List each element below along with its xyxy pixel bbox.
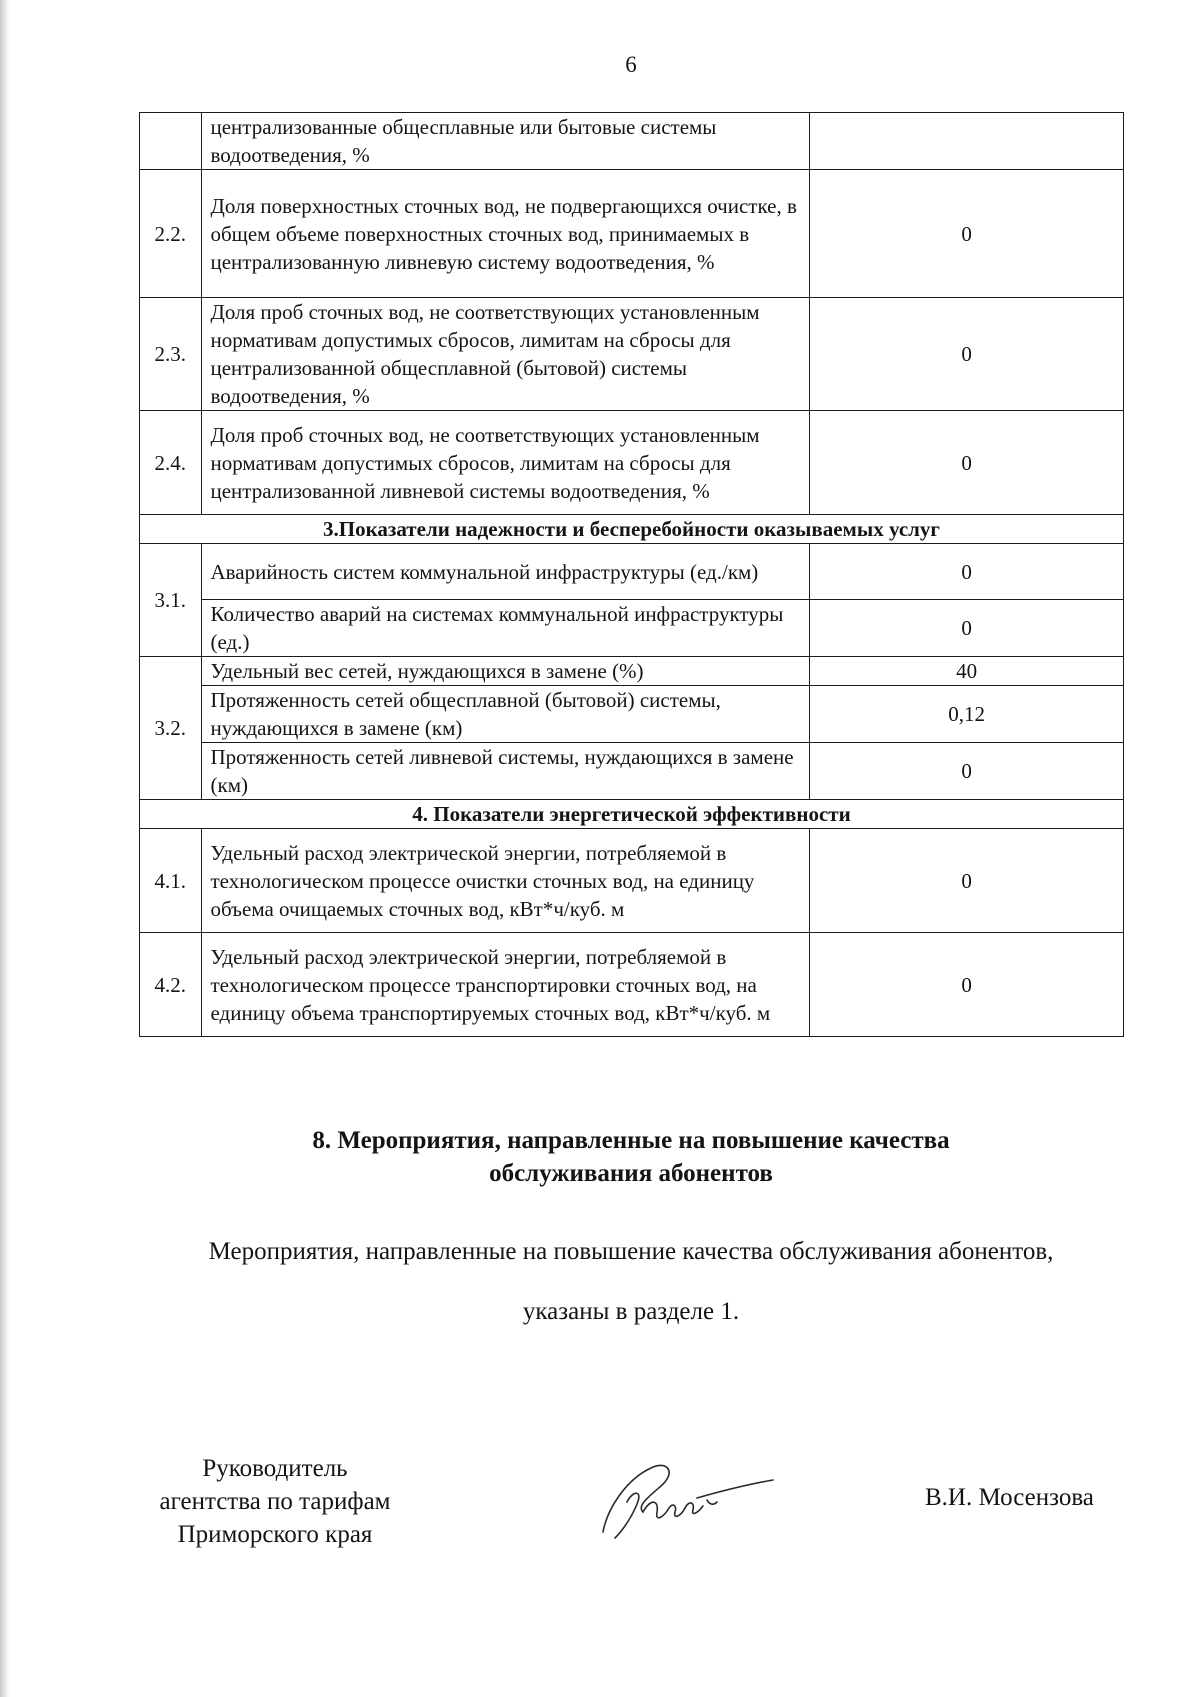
signer-position-line-3: Приморского края xyxy=(177,1521,373,1548)
table-section-row xyxy=(140,515,1124,544)
table-row xyxy=(140,113,1124,170)
table-section-row xyxy=(140,800,1124,829)
section-8-body-line-1: Мероприятия, направленные на повышение качества обслуживания абонентов, xyxy=(208,1238,1054,1265)
row-number-cell: 4.1. xyxy=(140,829,202,933)
table-row xyxy=(140,600,1124,657)
row-number-cell: 2.2. xyxy=(140,170,202,298)
indicator-value-cell: 0 xyxy=(810,544,1124,600)
indicator-name-cell: Количество аварий на системах коммунальной инфраструктуры (ед.) xyxy=(201,600,810,657)
indicator-name-cell: Доля проб сточных вод, не соответствующих установленным нормативам допустимых сбросов, лимитам на сбросы для централизованной ливневой системы водоотведения, % xyxy=(201,411,810,515)
row-number-cell: 2.3. xyxy=(140,298,202,411)
section-8-body xyxy=(0,1222,1200,1342)
table-row xyxy=(140,170,1124,298)
indicator-value-cell: 0 xyxy=(810,170,1124,298)
table-row xyxy=(140,544,1124,600)
row-number-cell: 2.4. xyxy=(140,411,202,515)
indicator-name-cell: Протяженность сетей ливневой системы, нуждающихся в замене (км) xyxy=(201,743,810,800)
indicator-value-cell: 0,12 xyxy=(810,686,1124,743)
indicator-name-cell: Протяженность сетей общесплавной (бытовой) системы, нуждающихся в замене (км) xyxy=(201,686,810,743)
indicator-name-cell: Доля проб сточных вод, не соответствующих установленным нормативам допустимых сбросов, лимитам на сбросы для централизованной общесплавной (бытовой) системы водоотведения, % xyxy=(201,298,810,411)
indicator-name-cell: Доля поверхностных сточных вод, не подвергающихся очистке, в общем объеме поверхностных сточных вод, принимаемых в централизованную ливневую систему водоотведения, % xyxy=(201,170,810,298)
indicators-table xyxy=(139,112,1124,1037)
signer-position-line-1: Руководитель xyxy=(202,1455,348,1482)
section-8-title-line-2: обслуживания абонентов xyxy=(489,1160,773,1187)
table-row xyxy=(140,686,1124,743)
indicator-value-cell: 0 xyxy=(810,411,1124,515)
indicator-value-cell: 0 xyxy=(810,600,1124,657)
indicator-value-cell xyxy=(810,113,1124,170)
indicator-name-cell: Удельный расход электрической энергии, потребляемой в технологическом процессе очистки сточных вод, на единицу объема очищаемых сточных вод, кВт*ч/куб. м xyxy=(201,829,810,933)
row-number-cell xyxy=(140,113,202,170)
signer-position xyxy=(130,1452,420,1551)
indicator-value-cell: 0 xyxy=(810,933,1124,1037)
page-number: 6 xyxy=(625,52,637,77)
table-row xyxy=(140,829,1124,933)
section-heading-cell: 3.Показатели надежности и бесперебойности оказываемых услуг xyxy=(140,515,1124,544)
table-row xyxy=(140,933,1124,1037)
indicator-name-cell: Удельный расход электрической энергии, потребляемой в технологическом процессе транспортировки сточных вод, на единицу объема транспортируемых сточных вод, кВт*ч/куб. м xyxy=(201,933,810,1037)
indicator-name-cell: Аварийность систем коммунальной инфраструктуры (ед./км) xyxy=(201,544,810,600)
signer-name: В.И. Мосензова xyxy=(925,1484,1094,1511)
row-number-cell: 3.1. xyxy=(140,544,202,657)
scan-left-edge xyxy=(0,0,10,1697)
section-8-title xyxy=(0,1124,1200,1190)
table-row xyxy=(140,411,1124,515)
signer-position-line-2: агентства по тарифам xyxy=(159,1488,391,1515)
section-heading-cell: 4. Показатели энергетической эффективности xyxy=(140,800,1124,829)
indicator-value-cell: 40 xyxy=(810,657,1124,686)
indicators-table-wrap xyxy=(139,112,1124,1037)
indicator-value-cell: 0 xyxy=(810,743,1124,800)
indicators-table-body xyxy=(140,113,1124,1037)
table-row xyxy=(140,743,1124,800)
row-number-cell: 4.2. xyxy=(140,933,202,1037)
handwritten-signature xyxy=(585,1440,775,1550)
indicator-value-cell: 0 xyxy=(810,829,1124,933)
section-8-body-line-2: указаны в разделе 1. xyxy=(522,1298,740,1325)
indicator-name-cell: Удельный вес сетей, нуждающихся в замене (%) xyxy=(201,657,810,686)
indicator-name-cell: централизованные общесплавные или бытовые системы водоотведения, % xyxy=(201,113,810,170)
row-number-cell: 3.2. xyxy=(140,657,202,800)
indicator-value-cell: 0 xyxy=(810,298,1124,411)
table-row xyxy=(140,657,1124,686)
section-8-title-line-1: 8. Мероприятия, направленные на повышение качества xyxy=(312,1127,950,1154)
table-row xyxy=(140,298,1124,411)
